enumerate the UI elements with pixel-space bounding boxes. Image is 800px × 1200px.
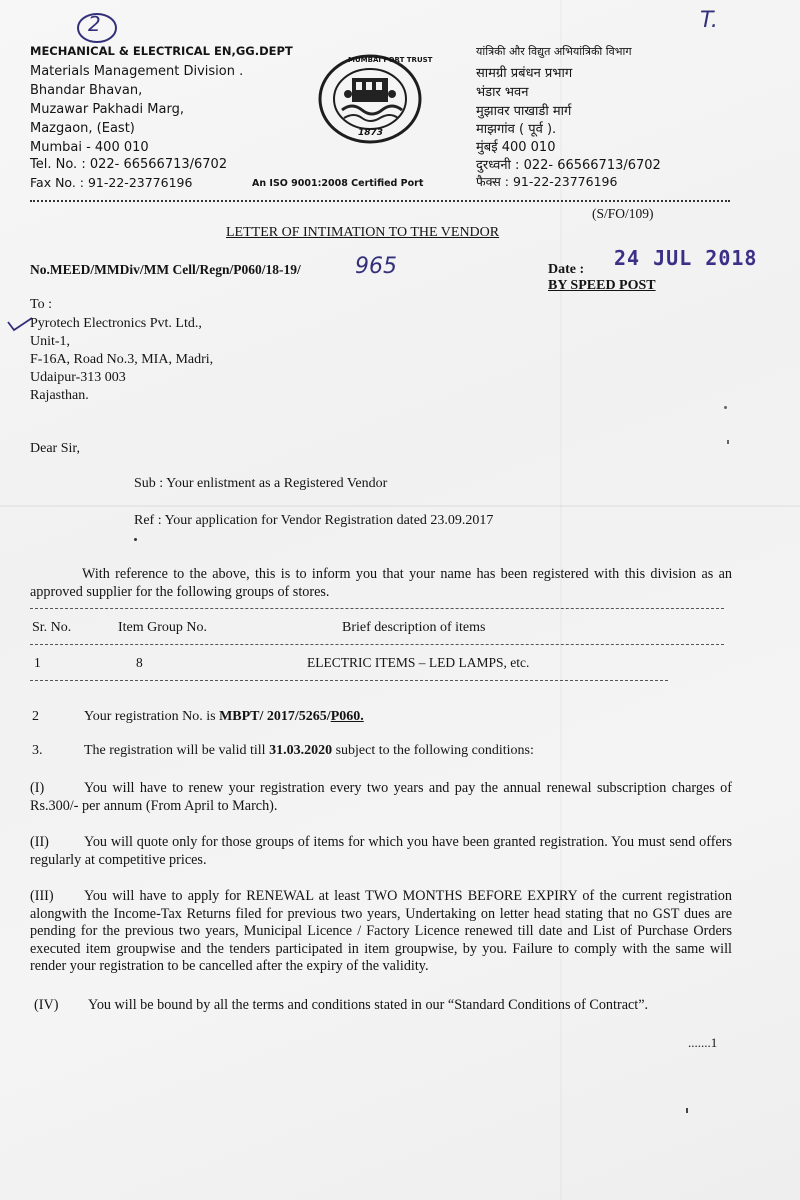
date-label: Date :	[548, 262, 585, 277]
point-2	[84, 709, 364, 725]
validity-date: 31.03.2020	[269, 743, 333, 758]
form-code: (S/FO/109)	[592, 206, 654, 221]
condition-4	[34, 997, 734, 1015]
fax: Fax No. : 91-22-23776196	[30, 175, 193, 190]
letter-title: LETTER OF INTIMATION TO THE VENDOR	[226, 225, 500, 240]
point-3	[84, 743, 534, 759]
table-header-description: Brief description of items	[342, 620, 486, 635]
date-stamp: 24 JUL 2018	[614, 246, 758, 270]
logo-year: 1873	[358, 128, 384, 138]
salutation: Dear Sir,	[30, 441, 80, 456]
paper-speck	[686, 1108, 688, 1113]
intro-paragraph: With reference to the above, this is to inform you that your name has been registered with this division as an approved supplier for the following groups of stores.	[30, 566, 732, 600]
area-name: Mazgaon, (East)	[30, 121, 135, 136]
to-label: To :	[30, 297, 52, 312]
table-header-item-group: Item Group No.	[118, 620, 208, 635]
registration-number: MBPT/ 2017/5265/	[219, 709, 331, 724]
table-cell-item-group: 8	[136, 655, 143, 670]
condition-2-number: (II)	[30, 834, 49, 850]
address-line: Rajasthan.	[30, 388, 89, 403]
condition-2	[30, 834, 732, 869]
table-header-sr-no: Sr. No.	[32, 620, 72, 635]
telephone-hindi: दुरध्वनी : 022- 66566713/6702	[476, 158, 661, 173]
point-3-text: The registration will be valid till	[84, 743, 266, 758]
condition-2-text: You will quote only for those groups of items for which you have been granted registration. You must send offers regularly at competitive prices.	[30, 834, 732, 868]
handwritten-ref-suffix: 965	[355, 254, 397, 279]
building-name-hindi: भंडार भवन	[476, 85, 529, 100]
condition-1-number: (I)	[30, 780, 45, 796]
port-trust-logo	[318, 54, 433, 144]
address-line: Udaipur-313 003	[30, 370, 126, 385]
condition-1	[30, 780, 732, 815]
table-rule-top	[30, 608, 724, 609]
paper-speck	[724, 406, 727, 409]
iso-certification: An ISO 9001:2008 Certified Port	[252, 178, 424, 189]
road-name-hindi: मुझावर पाखाडी मार्ग	[476, 104, 572, 119]
paper-crease	[0, 505, 800, 507]
address-line: Pyrotech Electronics Pvt. Ltd.,	[30, 316, 202, 331]
condition-3	[30, 888, 732, 976]
address-line: Unit-1,	[30, 334, 71, 349]
condition-3-number: (III)	[30, 888, 54, 904]
dept-name: MECHANICAL & ELECTRICAL EN,GG.DEPT	[30, 44, 293, 58]
condition-4-text: You will be bound by all the terms and conditions stated in our “Standard Conditions of Contract”.	[88, 997, 649, 1013]
table-cell-description: ELECTRIC ITEMS – LED LAMPS, etc.	[307, 655, 530, 670]
city-pin: Mumbai - 400 010	[30, 140, 149, 155]
division-name-hindi: सामग्री प्रबंधन प्रभाग	[476, 66, 573, 81]
paper-speck	[134, 538, 137, 541]
road-name: Muzawar Pakhadi Marg,	[30, 102, 184, 117]
condition-3-text: You will have to apply for RENEWAL at least TWO MONTHS BEFORE EXPIRY of the current registration alongwith the Income-Tax Returns filed for previous two years, Undertaking on letter head stating that no GST dues are pending for the previous two years, Municipal Licence / Factory Licence renewed till date and List of Purchase Orders executed item groupwise and the tenders participated in item groupwise, by you. Failure to comply with the same will render your registration to be cancelled after the expiry of the validity.	[30, 888, 732, 974]
header-divider	[30, 200, 730, 202]
point-3-number: 3.	[32, 743, 43, 758]
building-name: Bhandar Bhavan,	[30, 83, 143, 98]
area-name-hindi: माझगांव ( पूर्व ).	[476, 122, 557, 137]
condition-1-text: You will have to renew your registration every two years and pay the annual renewal subscription charges of Rs.300/- per annum (From April to March).	[30, 780, 732, 814]
point-2-text: Your registration No. is	[84, 709, 216, 724]
page-continuation-marker: .......1	[688, 1035, 718, 1050]
point-3-text-cont: subject to the following conditions:	[335, 743, 534, 758]
address-line: F-16A, Road No.3, MIA, Madri,	[30, 352, 214, 367]
circled-number: 2	[88, 12, 101, 36]
paper-speck	[727, 440, 729, 444]
fax-hindi: फैक्स : 91-22-23776196	[476, 174, 618, 189]
subject-line: Sub : Your enlistment as a Registered Vendor	[134, 476, 388, 491]
table-rule-bottom	[30, 680, 668, 681]
dispatch-mode: BY SPEED POST	[548, 278, 656, 293]
registration-number-suffix: P060.	[330, 709, 364, 724]
condition-4-number: (IV)	[34, 997, 59, 1013]
dept-name-hindi: यांत्रिकी और विद्युत अभियांत्रिकी विभाग	[476, 45, 632, 58]
reference-line: Ref : Your application for Vendor Registration dated 23.09.2017	[134, 513, 494, 528]
division-name: Materials Management Division .	[30, 64, 244, 79]
table-cell-sr-no: 1	[34, 655, 41, 670]
corner-mark: T.	[700, 8, 718, 33]
table-rule-mid	[30, 644, 724, 645]
telephone: Tel. No. : 022- 66566713/6702	[30, 157, 228, 172]
logo-top-text: MUMBAI PORT TRUST	[348, 56, 433, 64]
city-pin-hindi: मुंबई 400 010	[476, 140, 556, 155]
reference-number: No.MEED/MMDiv/MM Cell/Regn/P060/18-19/	[30, 262, 301, 277]
point-2-number: 2	[32, 709, 39, 724]
